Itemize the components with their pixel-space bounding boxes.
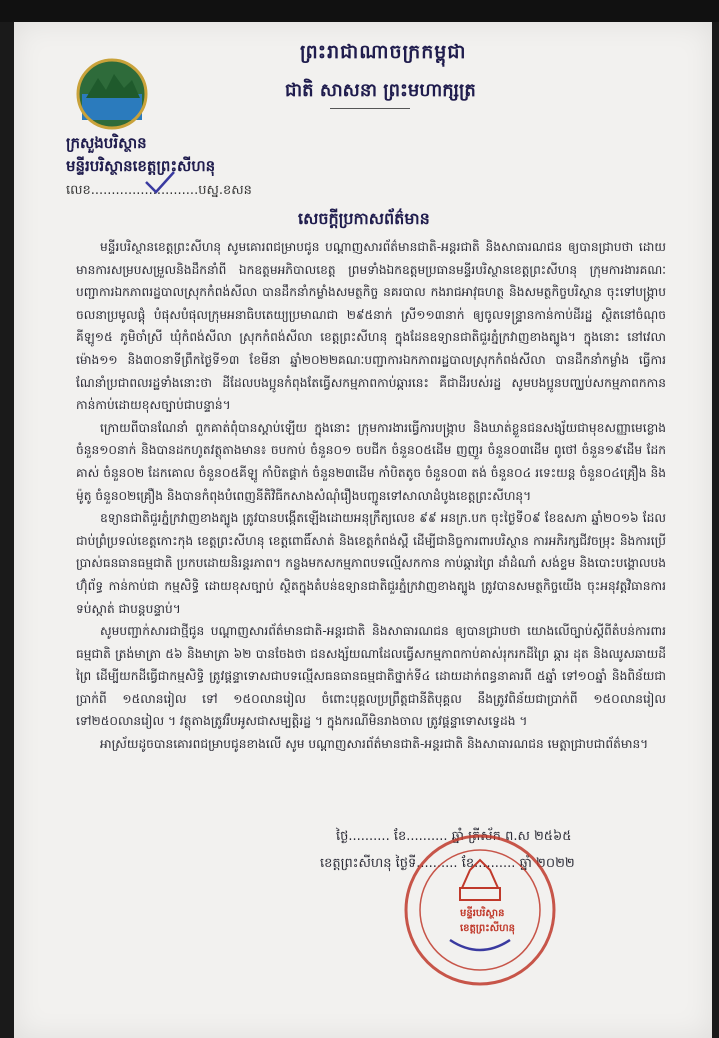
seal-text-2: ខេត្តព្រះសីហនុ: [460, 923, 515, 934]
checkmark-icon: [144, 170, 176, 194]
document-body: [76, 236, 666, 756]
solar-date: ខេត្តព្រះសីហនុ ថ្ងៃទី.......... ខែ.......... ឆ្នាំ ២០២២: [320, 856, 575, 871]
ministry-logo-icon: [76, 58, 148, 130]
ministry-name: ក្រសួងបរិស្ថាន: [66, 134, 147, 152]
lunar-date: ថ្ងៃ.......... ខែ.......... ឆ្នាំ ត្រីស័ក ព.ស ២៥៦៥: [336, 829, 572, 844]
document-title: សេចក្ដីប្រកាសព័ត៌មាន: [298, 209, 430, 228]
department-name: មន្ទីរបរិស្ថានខេត្តព្រះសីហនុ: [66, 157, 216, 175]
motto-heading: ជាតិ សាសនា ព្រះមហាក្សត្រ: [285, 80, 476, 101]
kingdom-heading: ព្រះរាជាណាចក្រកម្ពុជា: [300, 41, 467, 63]
top-dark-bar: [0, 0, 719, 22]
paragraph-5: អាស្រ័យដូចបានគោរពជម្រាបជូនខាងលើ សូម បណ្ដាញសារព័ត៌មានជាតិ-អន្តរជាតិ និងសាធារណជន មេត្តាជ្រាបជាព័ត៌មាន។: [100, 737, 649, 752]
paragraph-4: សូមបញ្ជាក់សារជាថ្មីជូន បណ្ដាញសារព័ត៌មានជាតិ-អន្តរជាតិ និងសាធារណជន ឲ្យបានជ្រាបថា យោងលើច្បាប់ស្ដីពីតំបន់ការពារធម្មជាតិ ត្រង់មាត្រា ៥៦ និងមាត្រា ៦២ បានចែងថា ជនសង្ស័យណាដែលធ្វើសកម្មភាពកាប់គាស់រុករកដីព្រៃ ឆ្ការ ដុត និងឈូសឆាយដីព្រៃ ដើម្បីយកដីធ្វើជាកម្មសិទ្ធិ ត្រូវផ្ដន្ទាទោសជាបទល្មើសធនធានធម្មជាតិថ្នាក់ទី៤ ដោយដាក់ពន្ធនាគារពី ៥ឆ្នាំ ទៅ១០ឆ្នាំ និងពិន័យជាប្រាក់ពី ១៥លានរៀល ទៅ ១៥០លានរៀល ចំពោះបុគ្គលប្រព្រឹត្តជានីតិបុគ្គល នឹងត្រូវពិន័យជាប្រាក់ពី ១៥០លានរៀល ទៅ២៥០លានរៀល ។ វត្ថុតាងត្រូវរឹបអូសជាសម្បត្តិរដ្ឋ ។ ក្នុងករណីមិនរាងចាល ត្រូវផ្ដន្ទាទោសទ្វេដង ។: [76, 624, 666, 729]
paragraph-1: មន្ទីរបរិស្ថានខេត្តព្រះសីហនុ សូមគោរពជម្រាបជូន បណ្ដាញសារព័ត៌មានជាតិ-អន្តរជាតិ និងសាធារណជន ឲ្យបានជ្រាបថា ដោយមានការសម្របសម្រួលនិងដឹកនាំពី ឯកឧត្ដមអភិបាលខេត្ត ព្រមទាំងឯកឧត្ដមប្រធានមន្ទីរបរិស្ថានខេត្តព្រះសីហនុ ក្រុមការងារគណៈបញ្ជាការឯកភាពរដ្ឋបាលស្រុកកំពង់សីលា បានដឹកនាំកម្លាំងសមត្ថកិច្ច នគរបាល កងរាជអាវុធហត្ថ និងសមត្ថកិច្ចបរិស្ថាន ចុះទៅបង្ក្រាបចលនាប្រមូលផ្ដុំ បំផុសបំផុលក្រុមអនាធិបតេយ្យប្រមាណជា ២៩៥នាក់ ស្រី១១៣នាក់ ឲ្យចូលទន្ទ្រានកាន់កាប់ដីរដ្ឋ ស្ថិតនៅចំណុចគីឡូ១៥ ភូមិចាំស្រី ឃុំកំពង់សីលា ស្រុកកំពង់សីលា ខេត្តព្រះសីហនុ ក្នុងដែនឧទ្យានជាតិជួរភ្នំក្រវាញខាងត្បូង។ ក្នុងនោះ នៅវេលាម៉ោង១១ និង៣០នាទីព្រឹកថ្ងៃទី១៣ ខែមីនា ឆ្នាំ២០២២គណៈបញ្ជាការឯកភាពរដ្ឋបាលស្រុកកំពង់សីលា បានដឹកនាំកម្លាំង ធ្វើការណែនាំប្រជាពលរដ្ឋទាំងនោះថា ដីដែលបងប្អូនកំពុងតែធ្វើសកម្មភាពកាប់ឆ្ការនេះ គឺជាដីរបស់រដ្ឋ សូមបងប្អូនបញ្ឈប់សកម្មភាពកកាន កាន់កាប់ដោយខុសច្បាប់ជាបន្ទាន់។: [76, 240, 666, 413]
paragraph-3: ឧទ្យានជាតិជួរភ្នំក្រវាញខាងត្បូង ត្រូវបានបង្កើតឡើងដោយអនុក្រឹត្យលេខ ៩៩ អនក្រ.បក ចុះថ្ងៃទី០៩ ខែឧសភា ឆ្នាំ២០១៦ ដែលជាប់ព្រំប្រទល់ខេត្តកោះកុង ខេត្តព្រះសីហនុ ខេត្តពោធិ៍សាត់ និងខេត្តកំពង់ស្ពឺ ដើម្បីជានិច្ចការពារបរិស្ថាន ការអភិរក្សជីវចម្រុះ និងការប្រើប្រាស់ធនធានធម្មជាតិ ប្រកបដោយនិរន្តរភាព។ កន្លងមកសកម្មភាពបទល្មើសកកាន កាប់ឆ្ការព្រៃ ដាំដំណាំ សង់ខ្ទម និងបោះបង្គោលបងហ៊ុំព័ទ្ធ កាន់កាប់ជា កម្មសិទ្ធិ ដោយខុសច្បាប់ ស្ថិតក្នុងតំបន់ឧទ្យានជាតិជួរភ្នំក្រវាញខាងត្បូង ត្រូវបានសមត្ថកិច្ចយើង ចុះអនុវត្តវិធានការ ទប់ស្កាត់ ជាបន្តបន្ទាប់។: [76, 511, 666, 616]
paragraph-2: ក្រោយពីបានណែនាំ ពួកគាត់ពុំបានស្ដាប់ឡើយ ក្នុងនោះ ក្រុមការងារធ្វើការបង្ក្រាប និងឃាត់ខ្លួនជនសង្ស័យជាមុខសញ្ញាមេខ្លោងចំនួន១០នាក់ និងបានដកហូតវត្ថុតាងមាន៖ ចបកាប់ ចំនួន០១ ចបជីក ចំនួន០៥ដើម ញញួរ ចំនួន០៣ដើម ពូថៅ ចំនួន១៩ដើម ដែកគាស់ ចំនួន០២ ដែកគោល ចំនួន០៥គីឡូ កាំបិតផ្គាក់ ចំនួន២៣ដើម កាំបិតតូច ចំនួន០៣ តង់ ចំនួន០៤ រទេះយន្ត ចំនួន០៤គ្រឿង និងម៉ូតូ ចំនួន០២គ្រឿង និងបានកំពុងបំពេញនីតិវិធីកសាងសំណុំរឿងបញ្ជូនទៅសាលាដំបូងខេត្តព្រះសីហនុ។: [76, 420, 666, 503]
seal-text-1: មន្ទីរបរិស្ថាន: [460, 908, 505, 919]
heading-divider: [330, 108, 410, 109]
reference-number: លេខ..........................បស្ន.ខសន: [66, 183, 252, 198]
